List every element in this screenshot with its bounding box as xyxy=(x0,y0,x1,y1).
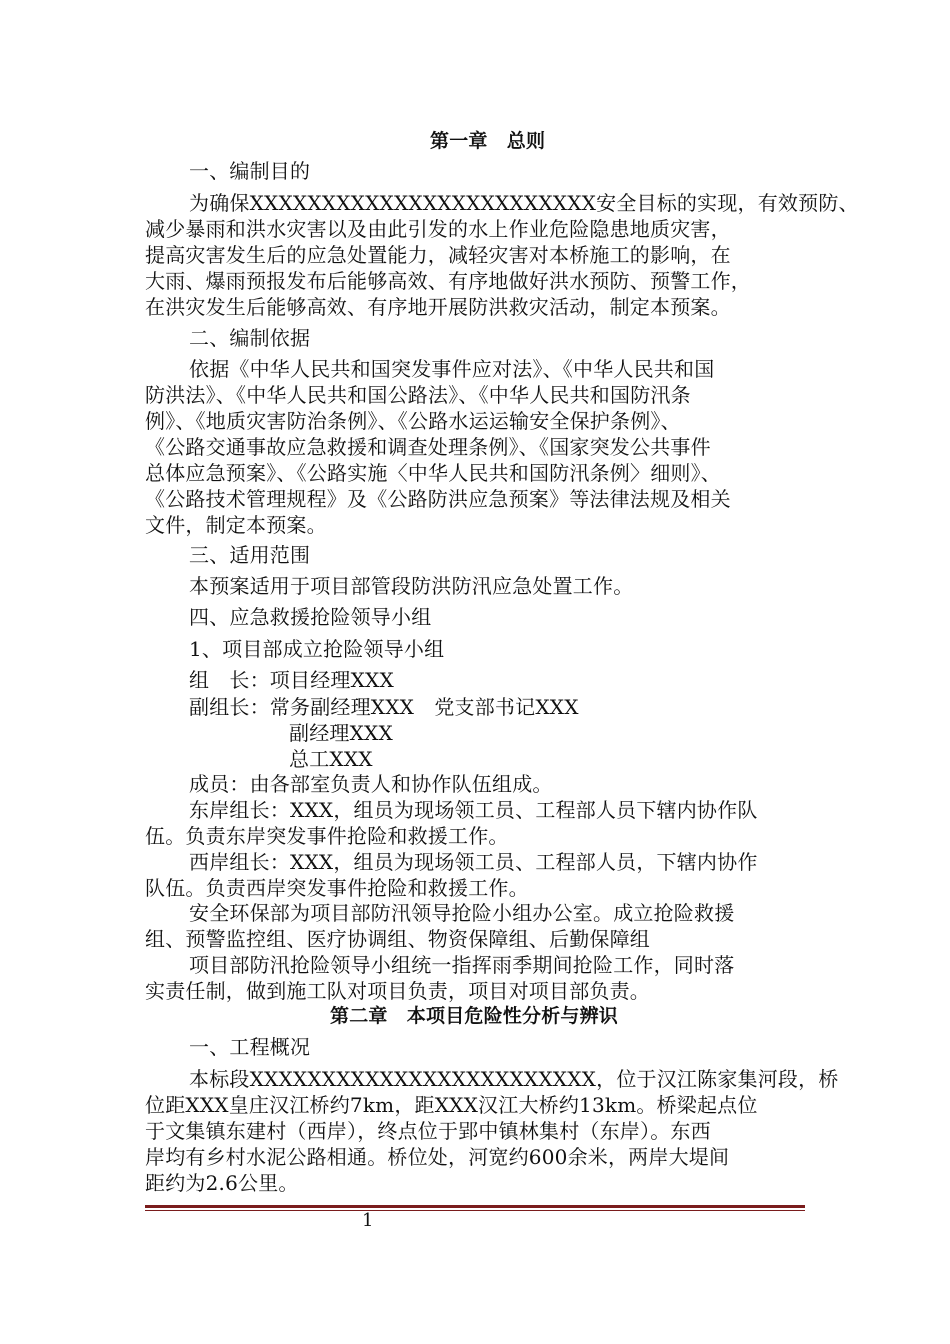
paragraph-line: 在洪灾发生后能够高效、有序地开展防洪救灾活动，制定本预案。 xyxy=(145,295,731,319)
footer-rule-thin xyxy=(145,1210,805,1211)
paragraph-line: 大雨、爆雨预报发布后能够高效、有序地做好洪水预防、预警工作， xyxy=(145,269,751,293)
paragraph-line: 位距XXX皇庄汉江桥约7km，距XXX汉江大桥约13km。桥梁起点位 xyxy=(145,1093,758,1117)
paragraph-line: 距约为2.6公里。 xyxy=(145,1171,299,1195)
paragraph-line: 岸均有乡村水泥公路相通。桥位处，河宽约600余米，两岸大堤间 xyxy=(145,1145,730,1169)
paragraph-line: 于文集镇东建村（西岸），终点位于郢中镇林集村（东岸）。东西 xyxy=(145,1119,711,1143)
paragraph-line: 提高灾害发生后的应急处置能力，减轻灾害对本桥施工的影响，在 xyxy=(145,243,731,267)
deputy-line: 副组长：常务副经理XXX 党支部书记XXX xyxy=(189,695,579,719)
chapter-2-title: 第二章 本项目危险性分析与辨识 xyxy=(330,1005,619,1027)
paragraph-line: 为确保XXXXXXXXXXXXXXXXXXXXXXXX安全目标的实现，有效预防、 xyxy=(189,191,859,215)
paragraph-line: 组、预警监控组、医疗协调组、物资保障组、后勤保障组 xyxy=(145,927,650,951)
paragraph-line: 防洪法》、《中华人民共和国公路法》、《中华人民共和国防汛条 xyxy=(145,383,691,407)
section-heading: 四、应急救援抢险领导小组 xyxy=(189,605,432,629)
members-line: 成员：由各部室负责人和协作队伍组成。 xyxy=(189,772,553,796)
paragraph-line: 本预案适用于项目部管段防洪防汛应急处置工作。 xyxy=(189,574,634,598)
paragraph-line: 例》、《地质灾害防治条例》、《公路水运运输安全保护条例》、 xyxy=(145,409,681,433)
footer-rule xyxy=(145,1205,805,1208)
paragraph-line: 东岸组长：XXX，组员为现场领工员、工程部人员下辖内协作队 xyxy=(189,798,758,822)
paragraph-line: 减少暴雨和洪水灾害以及由此引发的水上作业危险隐患地质灾害， xyxy=(145,217,731,241)
paragraph-line: 伍。负责东岸突发事件抢险和救援工作。 xyxy=(145,824,509,848)
chapter-1-title: 第一章 总则 xyxy=(430,130,546,152)
leader-line: 组 长：项目经理XXX xyxy=(189,668,394,692)
paragraph-line: 依据《中华人民共和国突发事件应对法》、《中华人民共和国 xyxy=(189,357,715,381)
page-number: 1 xyxy=(362,1210,374,1231)
section-heading: 一、编制目的 xyxy=(189,159,311,183)
section-heading: 二、编制依据 xyxy=(189,326,311,350)
paragraph-line: 安全环保部为项目部防汛领导抢险小组办公室。成立抢险救援 xyxy=(189,901,735,925)
paragraph-line: 队伍。负责西岸突发事件抢险和救援工作。 xyxy=(145,876,529,900)
paragraph-line: 实责任制，做到施工队对项目负责，项目对项目部负责。 xyxy=(145,979,650,1003)
paragraph-line: 《公路技术管理规程》及《公路防洪应急预案》等法律法规及相关 xyxy=(145,487,731,511)
paragraph-line: 《公路交通事故应急救援和调查处理条例》、《国家突发公共事件 xyxy=(145,435,711,459)
paragraph-line: 总体应急预案》、《公路实施〈中华人民共和国防汛条例〉细则》、 xyxy=(145,461,721,485)
paragraph-line: 项目部防汛抢险领导小组统一指挥雨季期间抢险工作，同时落 xyxy=(189,953,735,977)
section-heading: 一、工程概况 xyxy=(189,1035,311,1059)
paragraph-line: 本标段XXXXXXXXXXXXXXXXXXXXXXXX，位于汉江陈家集河段，桥 xyxy=(189,1067,839,1091)
subsection-heading: 1、项目部成立抢险领导小组 xyxy=(189,637,445,661)
deputy-line: 总工XXX xyxy=(289,747,373,771)
section-heading: 三、适用范围 xyxy=(189,543,311,567)
deputy-line: 副经理XXX xyxy=(289,721,393,745)
paragraph-line: 西岸组长：XXX，组员为现场领工员、工程部人员，下辖内协作 xyxy=(189,850,758,874)
paragraph-line: 文件，制定本预案。 xyxy=(145,513,327,537)
